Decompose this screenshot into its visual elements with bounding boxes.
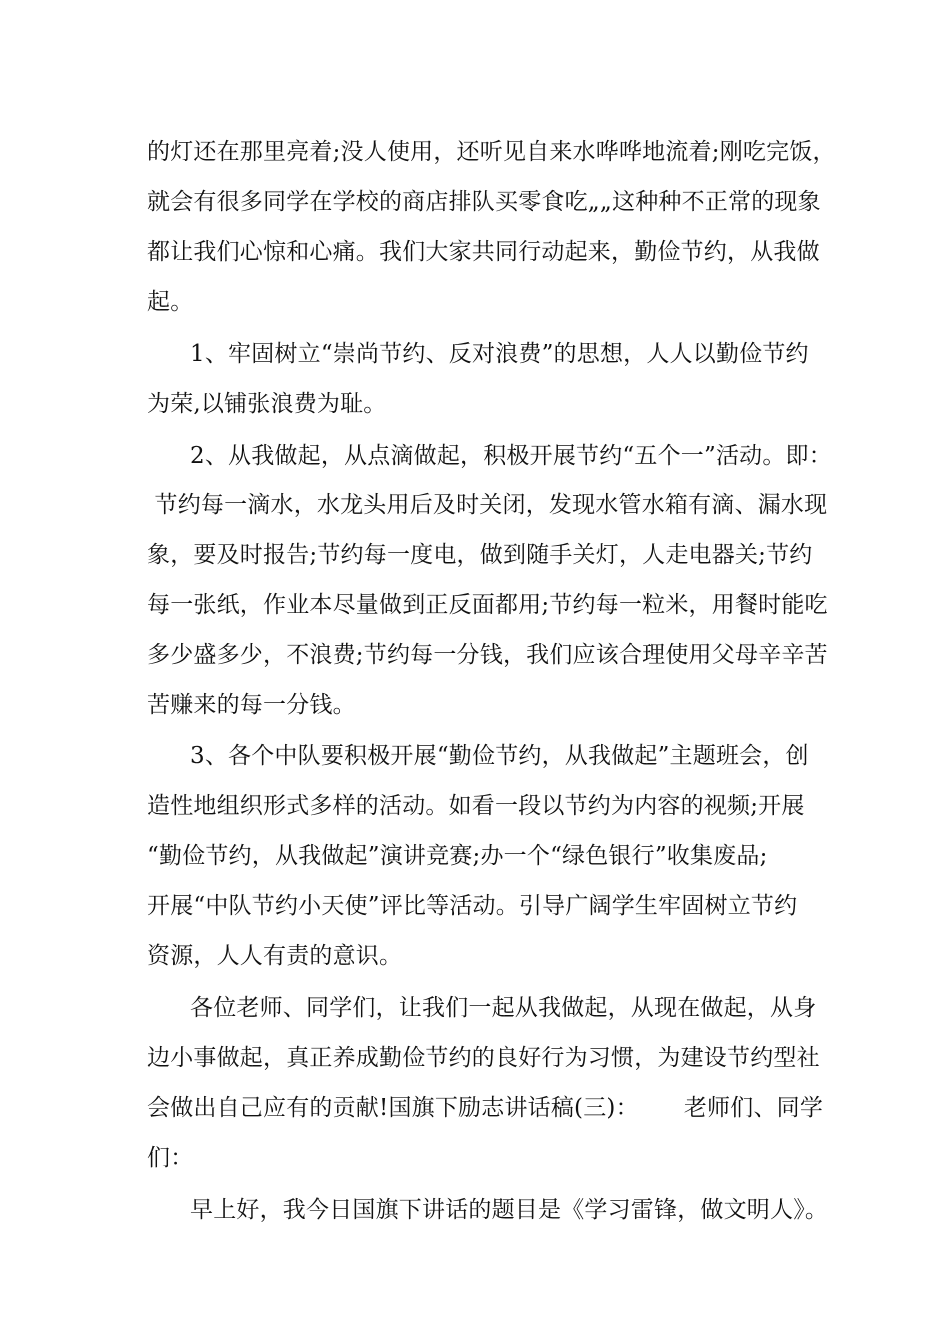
text-line: 开展“中队节约小天使”评比等活动。引导广阔学生牢固树立节约 xyxy=(147,893,798,919)
text-line: 象，要及时报告;节约每一度电，做到随手关灯，人走电器关;节约 xyxy=(147,542,813,568)
text-line: 边小事做起，真正养成勤俭节约的良好行为习惯，为建设节约型社 xyxy=(147,1045,820,1071)
text-line: 会做出自己应有的贡献!国旗下励志讲话稿(三)： 老师们、同学 xyxy=(147,1095,824,1121)
text-line: “勤俭节约，从我做起”演讲竞赛;办一个“绿色银行”收集废品; xyxy=(147,843,768,869)
text-line: 2、从我做起，从点滴做起，积极开展节约“五个一”活动。即： xyxy=(190,443,832,469)
text-line: 为荣,以铺张浪费为耻。 xyxy=(147,391,387,417)
text-line: 早上好，我今日国旗下讲话的题目是《学习雷锋，做文明人》。 xyxy=(190,1197,829,1223)
text-line: 每一张纸，作业本尽量做到正反面都用;节约每一粒米，用餐时能吃 xyxy=(147,592,828,618)
text-line: 的灯还在那里亮着;没人使用，还听见自来水哗哗地流着;刚吃完饭， xyxy=(147,139,836,165)
text-line: 们： xyxy=(147,1145,194,1171)
text-line: 就会有很多同学在学校的商店排队买零食吃„„这种种不正常的现象 xyxy=(147,189,821,215)
text-line: 苦赚来的每一分钱。 xyxy=(147,692,356,718)
text-line: 造性地组织形式多样的活动。如看一段以节约为内容的视频;开展 xyxy=(147,793,805,819)
text-line: 起。 xyxy=(147,289,194,315)
text-line: 1、牢固树立“崇尚节约、反对浪费”的思想，人人以勤俭节约 xyxy=(190,341,809,367)
text-line: 节约每一滴水，水龙头用后及时关闭，发现水管水箱有滴、漏水现 xyxy=(147,492,828,518)
text-line: 多少盛多少，不浪费;节约每一分钱，我们应该合理使用父母辛辛苦 xyxy=(147,642,828,668)
text-line: 资源，人人有责的意识。 xyxy=(147,943,403,969)
text-line: 3、各个中队要积极开展“勤俭节约，从我做起”主题班会，创 xyxy=(190,743,809,769)
text-line: 各位老师、同学们，让我们一起从我做起，从现在做起，从身 xyxy=(190,995,817,1021)
text-line: 都让我们心惊和心痛。我们大家共同行动起来，勤俭节约，从我做 xyxy=(147,239,820,265)
